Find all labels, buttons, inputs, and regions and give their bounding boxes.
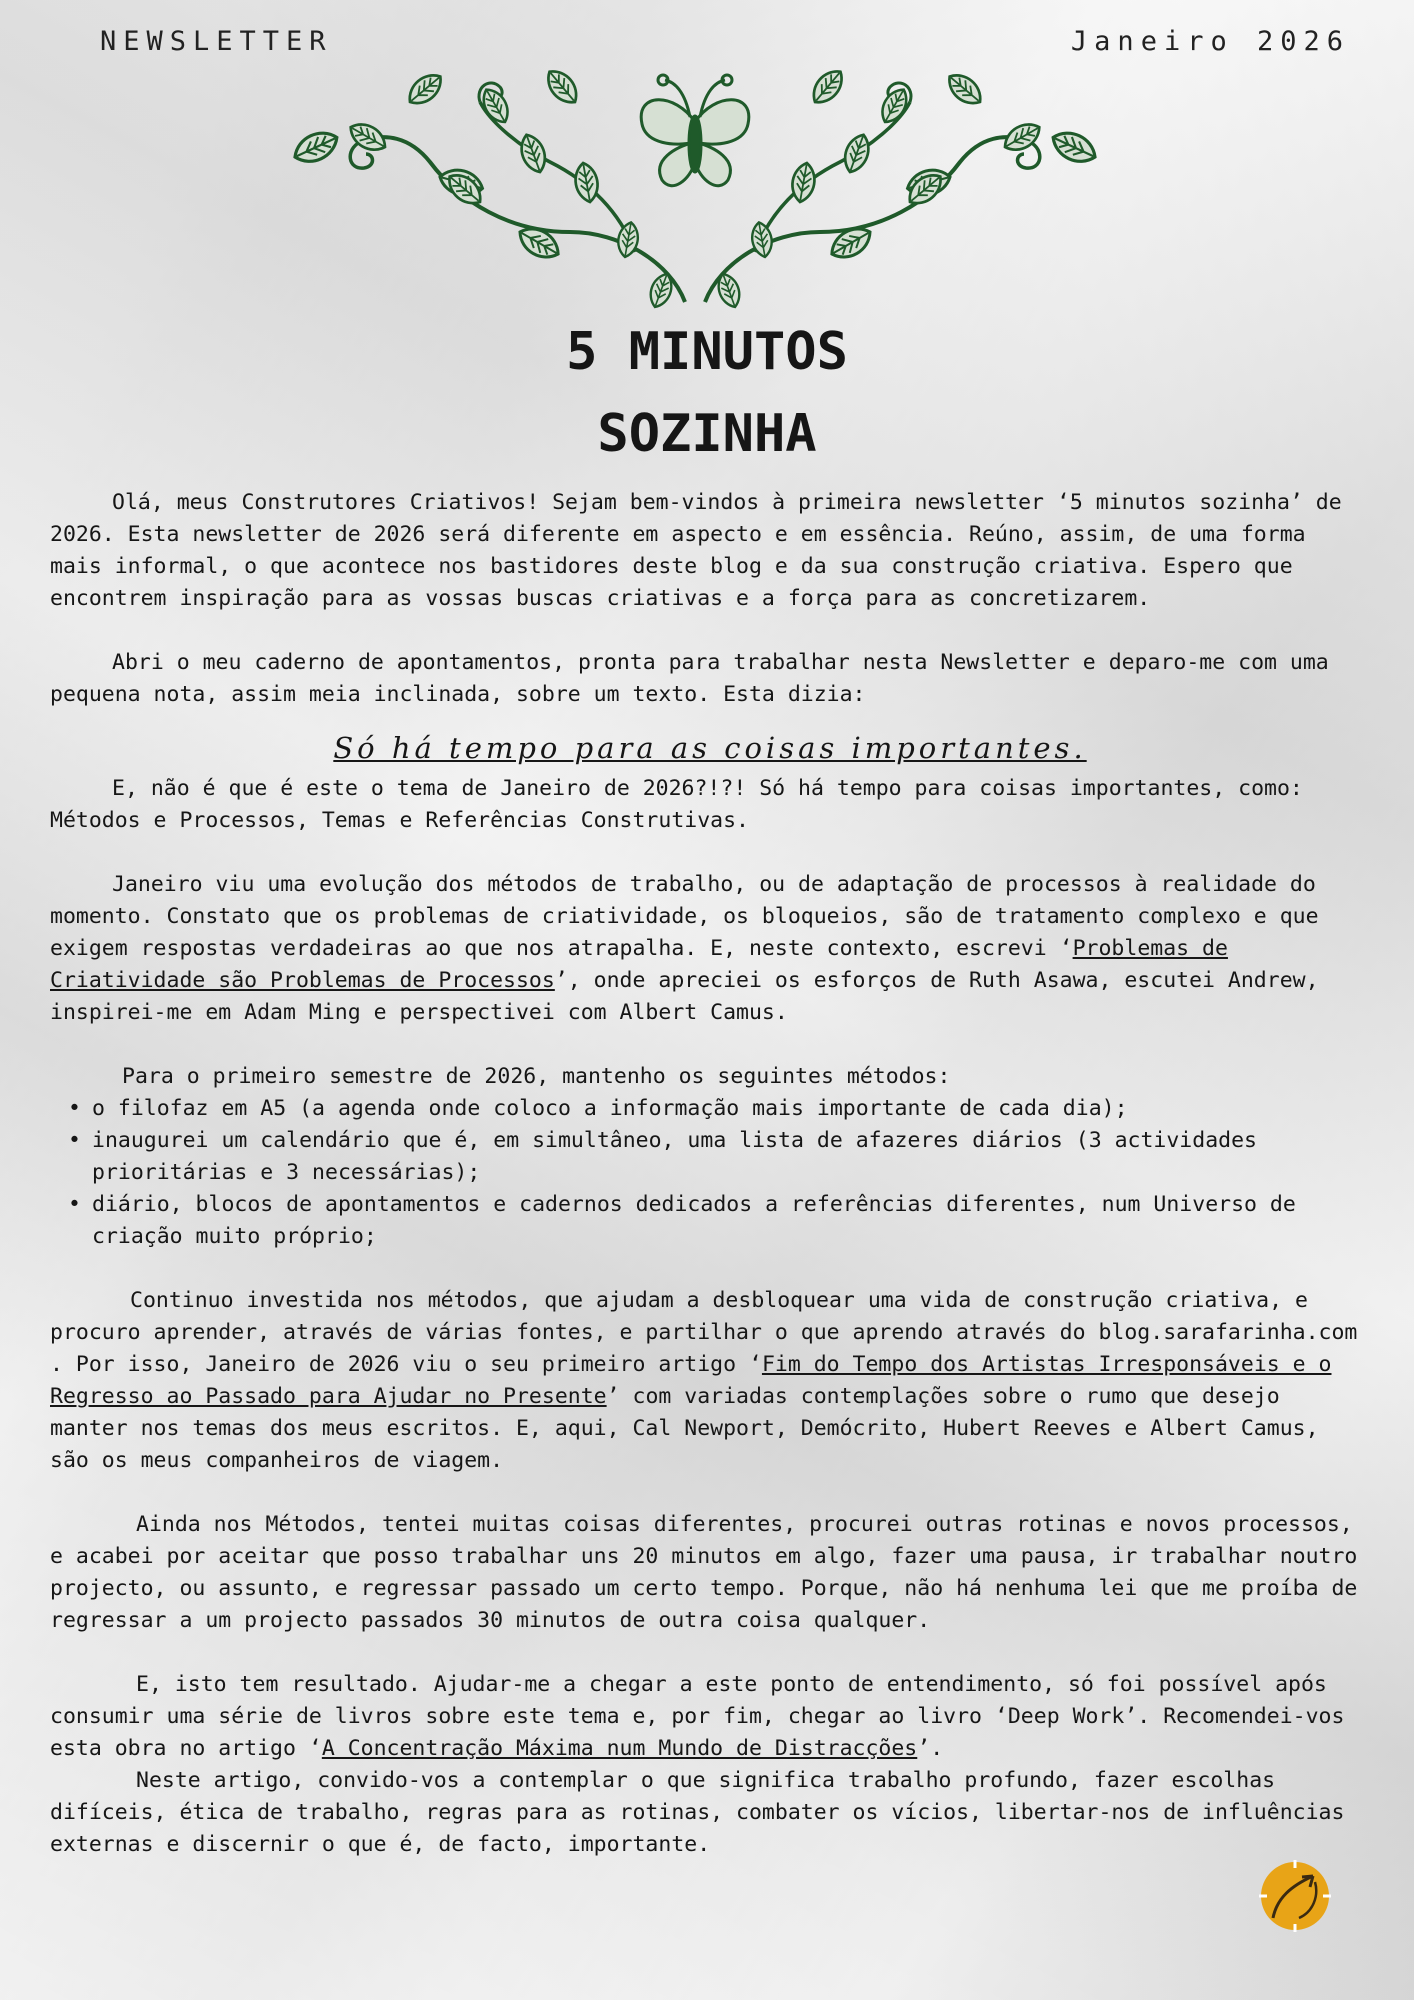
methods-list (50, 1093, 1370, 1253)
text-span: E, isto tem resultado. Ajudar-me a chegar a este ponto de entendimento, só foi possível após consumir uma série de livros sobre este tema e, por fim, chegar ao livro ‘Deep Work’. Recomendei-vos esta obra no artigo ‘ (50, 1672, 1345, 1761)
newsletter-body (50, 487, 1370, 1861)
article-link-problemas[interactable]: Problemas de Criatividade são Problemas de Processos (50, 936, 1228, 993)
compass-arrow-icon (1257, 1858, 1333, 1934)
deep-work-paragraph (50, 1669, 1370, 1765)
quote: Só há tempo para as coisas importantes. (333, 731, 1087, 765)
text-span: ’. (917, 1736, 944, 1761)
title-line-2: SOZINHA (597, 404, 817, 464)
list-item: • inaugurei um calendário que é, em simultâneo, uma lista de afazeres diários (3 actividades prioritárias e 3 necessárias); (92, 1125, 1370, 1189)
article-link-fim-do-tempo[interactable]: Fim do Tempo dos Artistas Irresponsáveis e o Regresso ao Passado para Ajudar no Presente (50, 1352, 1332, 1409)
text-span: Janeiro viu uma evolução dos métodos de trabalho, ou de adaptação de processos à realidade do momento. Constato que os problemas de criatividade, os bloqueios, são de tratamento complexo e que exigem respostas verdadeiras ao que nos atrapalha. E, neste contexto, escrevi ‘ (50, 872, 1319, 961)
text-span: Continuo investida nos métodos, que ajudam a desbloquear uma vida de construção criativa, e procuro aprender, através de várias fontes, e partilhar o que aprendo através do blog.sarafarinha.com . Por isso, Janeiro de 2026 viu o seu primeiro artigo ‘ (50, 1288, 1358, 1377)
intro-paragraph: Olá, meus Construtores Criativos! Sejam bem-vindos à primeira newsletter ‘5 minutos sozinha’ de 2026. Esta newsletter de 2026 será diferente em aspecto e em essência. Reúno, assim, de uma forma mais informal, o que acontece nos bastidores deste blog e da sua construção criativa. Espero que encontrem inspiração para as vossas buscas criativas e a força para as concretizarem. (50, 490, 1342, 611)
article-link-concentracao[interactable]: A Concentração Máxima num Mundo de Distracções (321, 1736, 918, 1761)
issue-date: Janeiro 2026 (1070, 26, 1350, 57)
investment-paragraph (50, 1285, 1370, 1477)
text-span: ’, onde apreciei os esforços de Ruth Asawa, escutei Andrew, inspirei-me em Adam Ming e perspectivei com Albert Camus. (50, 968, 1319, 1025)
routines-paragraph: Ainda nos Métodos, tentei muitas coisas diferentes, procurei outras rotinas e novos processos, e acabei por aceitar que posso trabalhar uns 20 minutos em algo, fazer uma pausa, ir trabalhar noutro projecto, ou assunto, e regressar passado um certo tempo. Porque, não há nenhuma lei que me proíba de regressar a um projecto passados 30 minutos de outra coisa qualquer. (50, 1512, 1358, 1633)
leaf-vine-butterfly-icon (290, 62, 1100, 312)
methods-evolution-paragraph (50, 869, 1370, 1029)
list-item: • o filofaz em A5 (a agenda onde coloco a informação mais importante de cada dia); (92, 1093, 1370, 1125)
title-line-1: 5 MINUTOS (566, 322, 848, 382)
theme-paragraph: E, não é que é este o tema de Janeiro de 2026?!?! Só há tempo para coisas importantes, como: Métodos e Processos, Temas e Referências Construtivas. (50, 776, 1303, 833)
list-item: • diário, blocos de apontamentos e cadernos dedicados a referências diferentes, num Universo de criação muito próprio; (92, 1189, 1370, 1253)
newsletter-label: NEWSLETTER (100, 26, 333, 57)
closing-paragraph: Neste artigo, convido-vos a contemplar o que significa trabalho profundo, fazer escolhas difíceis, ética de trabalho, regras para as rotinas, combater os vícios, libertar-nos de influências externas e discernir o que é, de facto, importante. (50, 1768, 1345, 1857)
notebook-paragraph: Abri o meu caderno de apontamentos, pronta para trabalhar nesta Newsletter e deparo-me com uma pequena nota, assim meia inclinada, sobre um texto. Esta dizia: (50, 650, 1329, 707)
methods-intro: Para o primeiro semestre de 2026, mantenho os seguintes métodos: (122, 1064, 951, 1089)
text-span: ’ com variadas contemplações sobre o rumo que desejo manter nos temas dos meus escritos. E, aqui, Cal Newport, Demócrito, Hubert Reeves e Albert Camus, são os meus companheiros de viagem. (50, 1384, 1319, 1473)
